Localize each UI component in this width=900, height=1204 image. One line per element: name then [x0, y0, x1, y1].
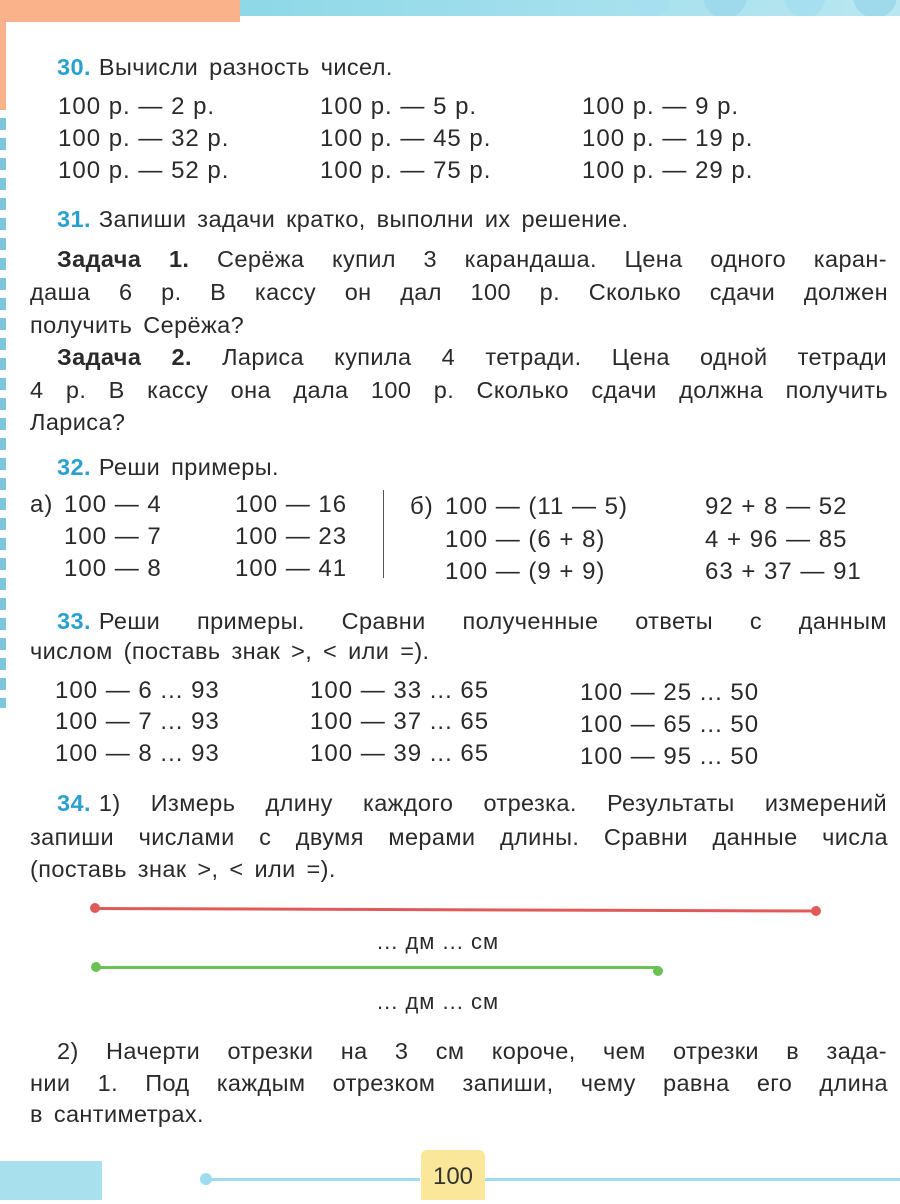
- task-32-number: 32.: [57, 454, 91, 480]
- problem-2-line: 4 р. В кассу она дала 100 р. Сколько сдачи должна получить: [30, 377, 888, 403]
- task-33-expr: 100 — 37 ... 65: [310, 708, 490, 735]
- task-32-expr: 100 — (6 + 8): [445, 526, 606, 553]
- problem-1-label: Задача 1.: [57, 246, 190, 272]
- problem-1-line: даша 6 р. В кассу он дал 100 р. Сколько сдачи должен: [30, 279, 888, 305]
- task-32-expr: 100 — (11 — 5): [445, 493, 628, 520]
- task-34-heading: [57, 788, 887, 818]
- task-32-heading: [57, 452, 279, 482]
- red-segment-endpoint: [811, 906, 821, 916]
- left-orange-edge: [0, 0, 6, 110]
- task-30-expr: 100 р. — 75 р.: [320, 157, 492, 184]
- task-30-expr: 100 р. — 29 р.: [582, 157, 754, 184]
- task-33-expr: 100 — 25 ... 50: [580, 679, 760, 706]
- task-32-expr: 100 — 8: [64, 555, 162, 582]
- task-32-expr: 63 + 37 — 91: [705, 558, 862, 585]
- task-32-expr: 4 + 96 — 85: [705, 526, 848, 553]
- task-34-text-line: (поставь знак >, < или =).: [30, 856, 336, 882]
- task-33-expr: 100 — 95 ... 50: [580, 743, 760, 770]
- task-33-expr: 100 — 6 ... 93: [55, 677, 220, 704]
- task-30-heading: [57, 52, 393, 82]
- task-30-expr: 100 р. — 45 р.: [320, 125, 492, 152]
- top-orange-band: [0, 0, 240, 22]
- red-segment-endpoint: [90, 903, 100, 913]
- task-31-number: 31.: [57, 206, 91, 232]
- part-b-label: б): [410, 493, 434, 520]
- task-33-expr: 100 — 8 ... 93: [55, 740, 220, 767]
- task-31-heading: [57, 204, 628, 234]
- page-number: 100: [421, 1150, 485, 1200]
- left-dashed-border: [0, 118, 6, 708]
- task-34-part2-line: нии 1. Под каждым отрезком запиши, чему равна его длина: [30, 1070, 888, 1096]
- task-30-expr: 100 р. — 2 р.: [58, 93, 216, 120]
- red-segment: [95, 907, 817, 913]
- green-segment-endpoint: [653, 966, 663, 976]
- footer-line-decoration: [205, 1178, 420, 1181]
- task-32-expr: 100 — 4: [64, 491, 162, 518]
- problem-2-text: Лариса купила 4 тетради. Цена одной тетради: [222, 344, 887, 370]
- column-divider: [383, 490, 384, 578]
- task-33-number: 33.: [57, 608, 91, 634]
- task-30-expr: 100 р. — 9 р.: [582, 93, 740, 120]
- task-30-expr: 100 р. — 52 р.: [58, 157, 230, 184]
- task-30-number: 30.: [57, 54, 91, 80]
- problem-1-text: Серёжа купил 3 карандаша. Цена одного каран-: [217, 246, 887, 272]
- bubbles-decoration: [610, 0, 900, 16]
- green-segment: [96, 966, 658, 969]
- task-32-expr: 100 — 23: [235, 523, 348, 550]
- task-30-text: Вычисли разность чисел.: [98, 54, 393, 80]
- task-34-part2-line: 2) Начерти отрезки на 3 см короче, чем отрезки в зада-: [57, 1038, 887, 1064]
- task-34-number: 34.: [57, 790, 91, 816]
- task-30-expr: 100 р. — 32 р.: [58, 125, 230, 152]
- task-33-heading: [57, 606, 887, 636]
- green-segment-endpoint: [91, 962, 101, 972]
- problem-1-line: получить Серёжа?: [30, 312, 245, 338]
- task-34-text: 1) Измерь длину каждого отрезка. Результаты измерений: [98, 790, 887, 816]
- task-32-text: Реши примеры.: [98, 454, 279, 480]
- footer-corner-decoration: [0, 1161, 102, 1200]
- task-33-text-line: числом (поставь знак >, < или =).: [30, 638, 430, 664]
- problem-1-line: [57, 244, 887, 274]
- task-32-expr: 100 — 7: [64, 523, 162, 550]
- problem-2-label: Задача 2.: [57, 344, 192, 370]
- task-34-text-line: запиши числами с двумя мерами длины. Сравни данные числа: [30, 824, 888, 850]
- footer-line-decoration: [485, 1178, 900, 1181]
- task-31-text: Запиши задачи кратко, выполни их решение.: [98, 206, 629, 232]
- top-decoration: [0, 0, 900, 42]
- part-a-label: а): [30, 491, 54, 518]
- task-32-expr: 100 — 16: [235, 491, 348, 518]
- task-34-part2-line: в сантиметрах.: [30, 1101, 204, 1127]
- task-30-expr: 100 р. — 19 р.: [582, 125, 754, 152]
- task-32-expr: 100 — 41: [235, 555, 348, 582]
- task-32-expr: 92 + 8 — 52: [705, 493, 848, 520]
- green-segment-label: ... дм ... см: [377, 989, 500, 1014]
- task-33-expr: 100 — 65 ... 50: [580, 711, 760, 738]
- problem-2-line: [57, 342, 887, 372]
- task-33-expr: 100 — 33 ... 65: [310, 677, 490, 704]
- problem-2-line: Лариса?: [30, 409, 126, 435]
- task-30-expr: 100 р. — 5 р.: [320, 93, 478, 120]
- red-segment-label: ... дм ... см: [377, 929, 500, 954]
- task-32-expr: 100 — (9 + 9): [445, 558, 606, 585]
- task-33-text: Реши примеры. Сравни полученные ответы с данным: [98, 608, 887, 634]
- task-33-expr: 100 — 7 ... 93: [55, 708, 220, 735]
- task-33-expr: 100 — 39 ... 65: [310, 740, 490, 767]
